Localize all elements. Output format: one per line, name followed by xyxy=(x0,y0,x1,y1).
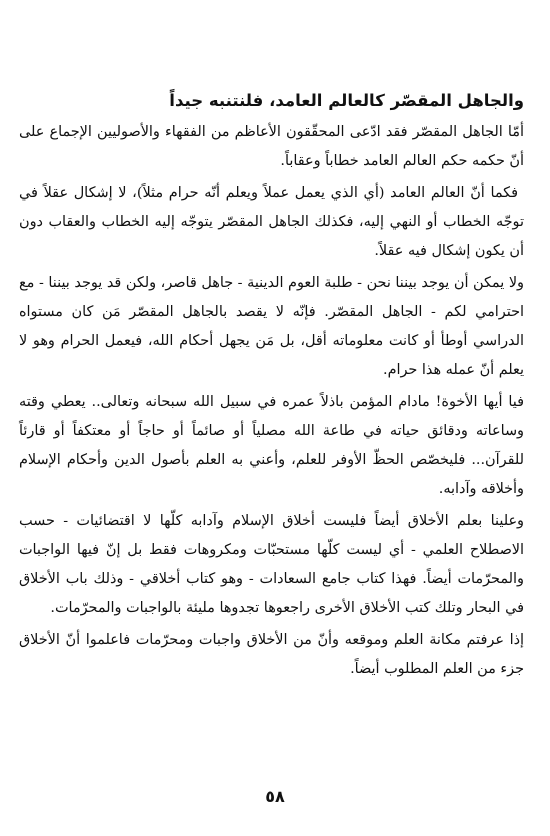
paragraph-4: فيا أيها الأخوة! مادام المؤمن باذلاً عمره في سبيل الله سبحانه وتعالى.. يعطي وقته وساعاته ودقائق حياته في طاعة الله مصلياً أو صائماً أو حاجاً أو معتكفاً أو قارئاً للقرآن... فليخصّص الحظّ الأوفر للعلم، وأعني به العلم بأصول الدين وأحكام الإسلام وأخلاقه وآدابه. xyxy=(19,394,524,497)
section-heading: والجاهل المقصّر كالعالم العامد، فلنتنبه جيداً xyxy=(169,91,524,110)
page-number: ٥٨ xyxy=(265,787,285,806)
paragraph-2: فكما أنّ العالم العامد (أي الذي يعمل عملاً ويعلم أنّه حرام مثلاً)، لا إشكال عقلاً في توجّه الخطاب أو النهي إليه، فكذلك الجاهل المقصّر يتوجّه إليه الخطاب والعقاب دون أن يكون إشكال فيه عقلاً. xyxy=(19,185,524,259)
paragraph-1: أمّا الجاهل المقصّر فقد ادّعى المحقّقون الأعاظم من الفقهاء والأصوليين الإجماع على أنّ حكمه حكم العالم العامد خطاباً وعقاباً. xyxy=(19,124,524,169)
paragraph-6: إذا عرفتم مكانة العلم وموقعه وأنّ من الأخلاق واجبات ومحرّمات فاعلموا أنّ الأخلاق جزء من العلم المطلوب أيضاً. xyxy=(19,632,524,677)
body-text xyxy=(19,118,524,687)
paragraph-3: ولا يمكن أن يوجد بيننا نحن - طلبة العوم الدينية - جاهل قاصر، ولكن قد يوجد بيننا - مع احترامي لكم - الجاهل المقصّر. فإنّه لا يقصد بالجاهل المقصّر مَن كان مستواه الدراسي أوطأ أو كانت معلوماته أقل، بل مَن يجهل أحكام الله، فيعمل الحرام وهو لا يعلم أنّ عمله هذا حرام. xyxy=(19,275,524,378)
paragraph-5: وعلينا بعلم الأخلاق أيضاً فليست أخلاق الإسلام وآدابه كلّها لا اقتضائيات - حسب الاصطلاح العلمي - أي ليست كلّها مستحبّات ومكروهات فقط بل إنّ فيها الواجبات والمحرّمات أيضاً. فهذا كتاب جامع السعادات - وهو كتاب أخلاقي - وذلك باب الأخلاق في البحار وتلك كتب الأخلاق الأخرى راجعوها تجدوها مليئة بالواجبات والمحرّمات. xyxy=(19,513,524,616)
